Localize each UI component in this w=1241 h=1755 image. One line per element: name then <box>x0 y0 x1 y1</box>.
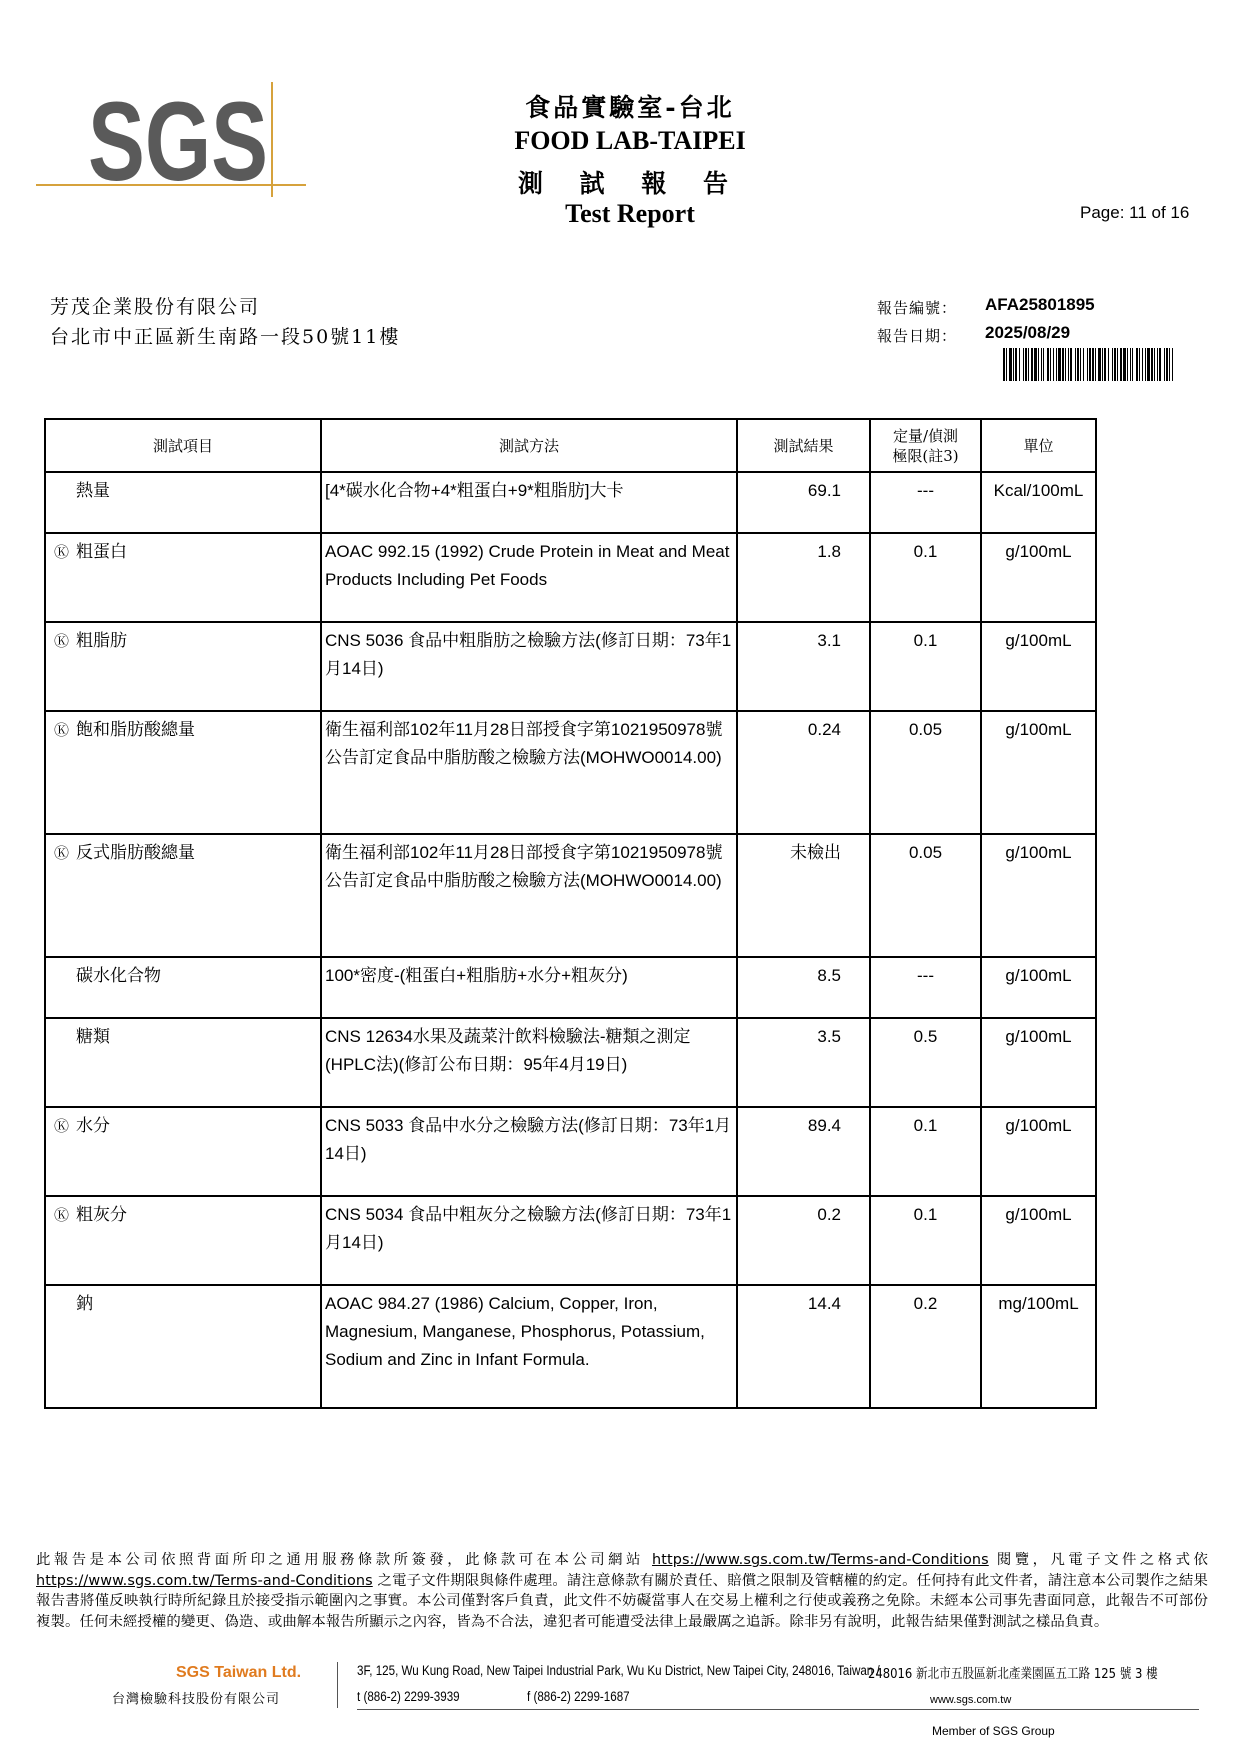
lab-name-cn: 食品實驗室-台北 <box>525 93 735 122</box>
test-item <box>45 622 321 711</box>
detection-limit: 0.2 <box>870 1285 981 1408</box>
report-date-label: 報告日期： <box>877 327 958 345</box>
header-test-method: 測試方法 <box>321 419 737 472</box>
test-result: 0.2 <box>737 1196 870 1285</box>
footer-divider <box>337 1662 338 1708</box>
barcode-bar <box>1015 348 1017 381</box>
barcode-bar <box>1132 348 1133 381</box>
company-name-en: SGS Taiwan Ltd. <box>176 1664 302 1681</box>
table-row <box>45 711 1096 834</box>
test-result: 8.5 <box>737 957 870 1018</box>
barcode-bar <box>1062 348 1064 381</box>
member-of-sgs-group: Member of SGS Group <box>932 1724 1055 1738</box>
table-row <box>45 957 1096 1018</box>
accreditation-mark: Ⓚ <box>54 1118 70 1135</box>
barcode-bar <box>1028 348 1029 381</box>
table-header-row <box>45 419 1096 472</box>
results-table <box>44 418 1097 1409</box>
test-item-name: 粗蛋白 <box>76 542 127 561</box>
barcode-bar <box>1108 348 1109 381</box>
header-limit-line2: 極限(註3) <box>892 446 959 465</box>
barcode-bar <box>1098 348 1101 381</box>
test-unit: g/100mL <box>981 1196 1096 1285</box>
detection-limit: 0.1 <box>870 533 981 622</box>
barcode-bar <box>1089 348 1091 381</box>
detection-limit: --- <box>870 472 981 533</box>
barcode-bar <box>1056 348 1057 381</box>
barcode-bar <box>1142 348 1143 381</box>
test-method: AOAC 984.27 (1986) Calcium, Copper, Iron, Magnesium, Manganese, Phosphorus, Potassium, Sodium and Zinc in Infant Formula. <box>321 1285 737 1408</box>
barcode-bar <box>1172 348 1173 381</box>
test-method: 100*密度-(粗蛋白+粗脂肪+水分+粗灰分) <box>321 957 737 1018</box>
barcode-bar <box>1087 348 1088 381</box>
test-result: 未檢出 <box>737 834 870 957</box>
report-title-cn: 測 試 報 告 <box>517 169 743 198</box>
client-address: 台北市中正區新生南路一段50號11樓 <box>50 326 401 348</box>
barcode-bar <box>1058 348 1061 381</box>
company-website[interactable]: www.sgs.com.tw <box>930 1694 1012 1706</box>
footer-rule <box>357 1709 1199 1710</box>
barcode-bar <box>1159 348 1161 381</box>
barcode-bar <box>1151 348 1153 381</box>
test-result: 3.1 <box>737 622 870 711</box>
barcode-bar <box>1080 348 1081 381</box>
barcode-bar <box>1043 348 1044 381</box>
test-unit: mg/100mL <box>981 1285 1096 1408</box>
report-number: AFA25801895 <box>985 295 1095 314</box>
disclaimer-part-2: 閱覽，凡電子文件之格式依 <box>996 1552 1209 1568</box>
test-unit: g/100mL <box>981 711 1096 834</box>
test-method: CNS 5033 食品中水分之檢驗方法(修訂日期：73年1月14日) <box>321 1107 737 1196</box>
table-row <box>45 1285 1096 1408</box>
report-number-label: 報告編號： <box>877 299 958 317</box>
barcode-bar <box>1083 348 1084 381</box>
detection-limit: 0.05 <box>870 834 981 957</box>
header-unit: 單位 <box>981 419 1096 472</box>
barcode-bar <box>1019 348 1020 381</box>
disclaimer-part-1: 此報告是本公司依照背面所印之通用服務條款所簽發，此條款可在本公司網站 <box>36 1552 644 1568</box>
barcode-bar <box>1095 348 1096 381</box>
table-row <box>45 533 1096 622</box>
test-method: 衛生福利部102年11月28日部授食字第1021950978號公告訂定食品中脂肪酸之檢驗方法(MOHWO0014.00) <box>321 834 737 957</box>
detection-limit: 0.1 <box>870 1107 981 1196</box>
barcode-bar <box>1034 348 1037 381</box>
test-item <box>45 711 321 834</box>
detection-limit: --- <box>870 957 981 1018</box>
barcode-bar <box>1013 348 1014 381</box>
test-item-name: 水分 <box>76 1116 110 1135</box>
test-item-name: 反式脂肪酸總量 <box>76 843 195 862</box>
logo-underline <box>36 184 306 186</box>
report-date: 2025/08/29 <box>985 323 1071 342</box>
company-address-cn: 248016 新北市五股區新北產業園區五工路 125 號 3 樓 <box>868 1666 1158 1682</box>
barcode-bar <box>1092 348 1094 381</box>
disclaimer-part-3: 之電子文件期限與條件處理。請注意條款有關於責任、賠償之限制及管轄權的約定。任何持有此文件者，請注意本公司製作之結果報告書將僅反映執行時所紀錄且於接受指示範圍內之事實。本公司僅對客戶負責，此文件不妨礙當事人在交易上權利之行使或義務之免除。未經本公司事先書面同意，此報告不可部份複製。任何未經授權的變更、偽造、或曲解本報告所顯示之內容，皆為不合法，違犯者可能遭受法律上最嚴厲之追訴。除非另有說明，此報告結果僅對測試之樣品負責。 <box>36 1572 1208 1630</box>
barcode-bar <box>1041 348 1042 381</box>
barcode-bar <box>1025 348 1027 381</box>
barcode-bar <box>1145 348 1146 381</box>
sgs-logo-text: SGS <box>88 79 268 204</box>
barcode-bar <box>1169 348 1170 381</box>
test-item <box>45 533 321 622</box>
test-unit: g/100mL <box>981 834 1096 957</box>
table-row <box>45 472 1096 533</box>
test-method: CNS 5034 食品中粗灰分之檢驗方法(修訂日期：73年1月14日) <box>321 1196 737 1285</box>
barcode-bar <box>1157 348 1158 381</box>
header-limit-line1: 定量/偵測 <box>892 426 959 445</box>
barcode-bar <box>1112 348 1113 381</box>
detection-limit: 0.1 <box>870 1196 981 1285</box>
test-item-name: 熱量 <box>76 481 110 500</box>
test-result: 14.4 <box>737 1285 870 1408</box>
table-row <box>45 1018 1096 1107</box>
test-unit: g/100mL <box>981 533 1096 622</box>
test-result: 69.1 <box>737 472 870 533</box>
table-row <box>45 1107 1096 1196</box>
barcode-bar <box>1077 348 1079 381</box>
company-address-en: 3F, 125, Wu Kung Road, New Taipei Industrial Park, Wu Ku District, New Taipei City, 248016, Taiwan / <box>357 1663 880 1678</box>
barcode-bar <box>1120 348 1122 381</box>
page-number: Page: 11 of 16 <box>1080 203 1190 222</box>
test-item <box>45 472 321 533</box>
report-barcode <box>1003 348 1175 381</box>
terms-link-2[interactable]: https://www.sgs.com.tw/Terms-and-Conditions <box>36 1572 373 1589</box>
disclaimer-text <box>36 1550 1208 1632</box>
test-unit: g/100mL <box>981 1107 1096 1196</box>
barcode-bar <box>1136 348 1138 381</box>
test-item <box>45 834 321 957</box>
barcode-bar <box>1154 348 1155 381</box>
test-unit: Kcal/100mL <box>981 472 1096 533</box>
table-row <box>45 1196 1096 1285</box>
barcode-bar <box>1009 348 1012 381</box>
barcode-bar <box>1070 348 1072 381</box>
barcode-bar <box>1127 348 1128 381</box>
accreditation-mark: Ⓚ <box>54 845 70 862</box>
header-limit <box>870 419 981 472</box>
test-method: CNS 12634水果及蔬菜汁飲料檢驗法-糖類之測定(HPLC法)(修訂公布日期：95年4月19日) <box>321 1018 737 1107</box>
test-item <box>45 1018 321 1107</box>
header-test-item: 測試項目 <box>45 419 321 472</box>
logo-divider <box>271 82 273 197</box>
test-method: 衛生福利部102年11月28日部授食字第1021950978號公告訂定食品中脂肪酸之檢驗方法(MOHWO0014.00) <box>321 711 737 834</box>
barcode-bar <box>1068 348 1069 381</box>
test-item-name: 粗灰分 <box>76 1205 127 1224</box>
table-row <box>45 834 1096 957</box>
barcode-bar <box>1130 348 1131 381</box>
header-test-result: 測試結果 <box>737 419 870 472</box>
test-item-name: 糖類 <box>76 1027 110 1046</box>
test-item-name: 碳水化合物 <box>76 966 161 985</box>
barcode-bar <box>1139 348 1140 381</box>
test-item-name: 飽和脂肪酸總量 <box>76 720 195 739</box>
barcode-bar <box>1065 348 1066 381</box>
test-unit: g/100mL <box>981 957 1096 1018</box>
test-item <box>45 957 321 1018</box>
company-name-cn: 台灣檢驗科技股份有限公司 <box>112 1692 281 1707</box>
test-method: AOAC 992.15 (1992) Crude Protein in Meat and Meat Products Including Pet Foods <box>321 533 737 622</box>
lab-name-en: FOOD LAB-TAIPEI <box>514 126 746 155</box>
test-result: 89.4 <box>737 1107 870 1196</box>
test-method: CNS 5036 食品中粗脂肪之檢驗方法(修訂日期：73年1月14日) <box>321 622 737 711</box>
test-item <box>45 1285 321 1408</box>
test-unit: g/100mL <box>981 622 1096 711</box>
test-item <box>45 1107 321 1196</box>
barcode-bar <box>1075 348 1076 381</box>
barcode-bar <box>1102 348 1103 381</box>
barcode-bar <box>1117 348 1118 381</box>
barcode-bar <box>1006 348 1007 381</box>
client-name: 芳茂企業股份有限公司 <box>50 296 261 318</box>
test-result: 1.8 <box>737 533 870 622</box>
test-result: 3.5 <box>737 1018 870 1107</box>
barcode-bar <box>1104 348 1106 381</box>
barcode-bar <box>1047 348 1049 381</box>
barcode-bar <box>1053 348 1054 381</box>
company-fax: f (886-2) 2299-1687 <box>527 1689 630 1704</box>
barcode-bar <box>1114 348 1116 381</box>
report-title-en: Test Report <box>565 199 695 228</box>
table-row <box>45 622 1096 711</box>
barcode-bar <box>1003 348 1005 381</box>
detection-limit: 0.5 <box>870 1018 981 1107</box>
test-result: 0.24 <box>737 711 870 834</box>
test-method: [4*碳水化合物+4*粗蛋白+9*粗脂肪]大卡 <box>321 472 737 533</box>
detection-limit: 0.05 <box>870 711 981 834</box>
test-unit: g/100mL <box>981 1018 1096 1107</box>
barcode-bar <box>1147 348 1150 381</box>
accreditation-mark: Ⓚ <box>54 544 70 561</box>
accreditation-mark: Ⓚ <box>54 1207 70 1224</box>
terms-link-1[interactable]: https://www.sgs.com.tw/Terms-and-Conditions <box>652 1552 989 1568</box>
barcode-bar <box>1031 348 1033 381</box>
barcode-bar <box>1166 348 1168 381</box>
test-item <box>45 1196 321 1285</box>
test-item-name: 粗脂肪 <box>76 631 127 650</box>
test-item-name: 鈉 <box>76 1294 93 1313</box>
sgs-logo <box>88 79 274 204</box>
detection-limit: 0.1 <box>870 622 981 711</box>
barcode-bar <box>1123 348 1126 381</box>
barcode-bar <box>1023 348 1024 381</box>
accreditation-mark: Ⓚ <box>54 722 70 739</box>
company-phone: t (886-2) 2299-3939 <box>357 1689 460 1704</box>
barcode-bar <box>1164 348 1165 381</box>
barcode-bar <box>1050 348 1051 381</box>
barcode-bar <box>1038 348 1039 381</box>
accreditation-mark: Ⓚ <box>54 633 70 650</box>
